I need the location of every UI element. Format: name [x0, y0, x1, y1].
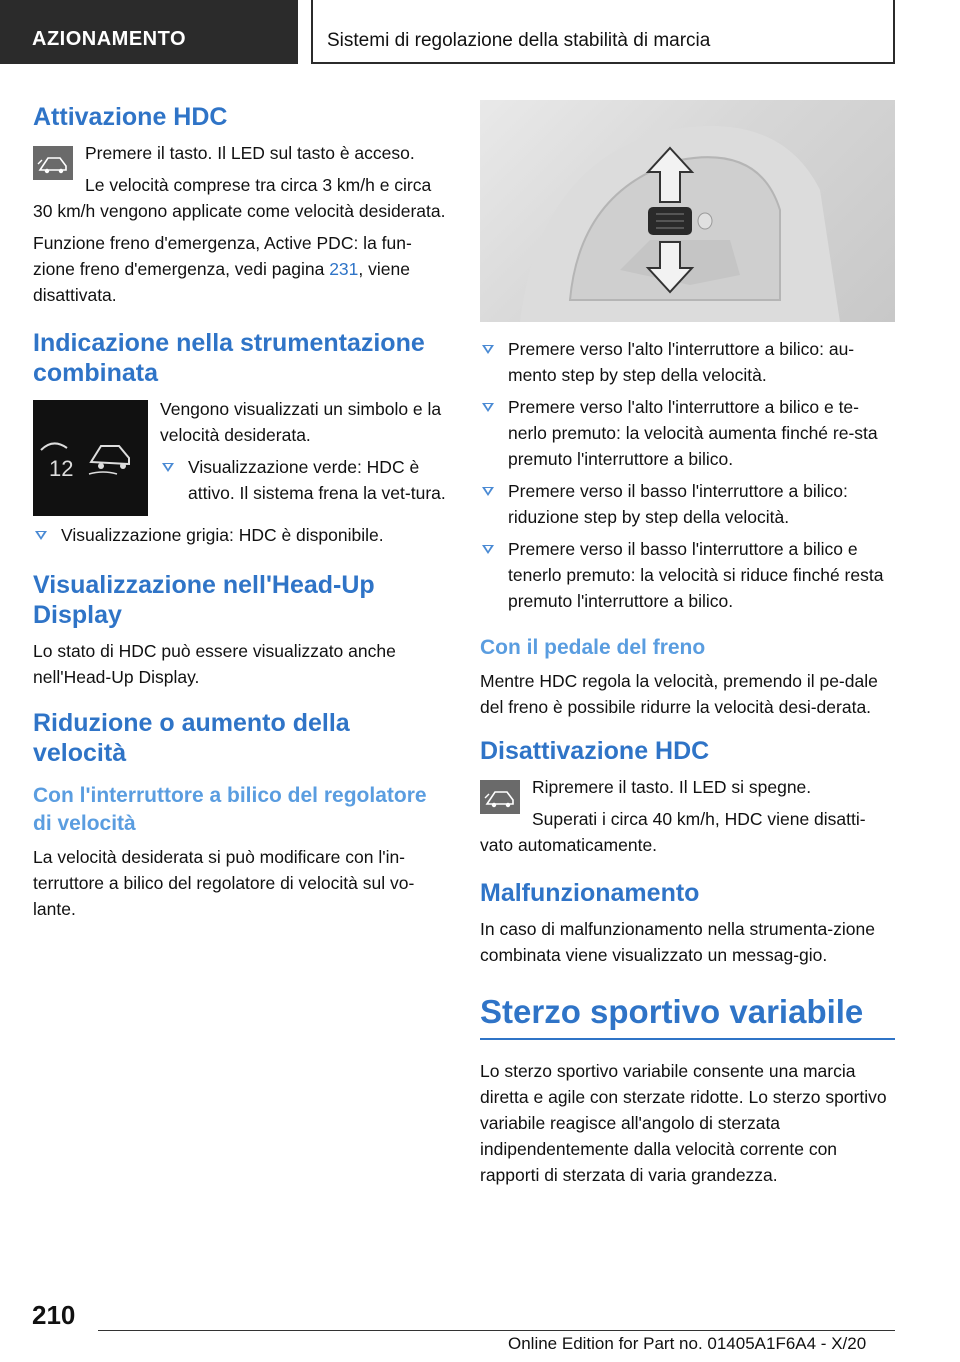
- steering-wheel-switch-photo: [480, 100, 895, 322]
- cluster-heading: Indicazione nella strumentazione combinata: [33, 329, 425, 387]
- header-chapter-label: Sistemi di regolazione della stabilità di marcia: [327, 30, 711, 51]
- cluster-display-image: [33, 400, 148, 516]
- header-chapter-box: [311, 0, 895, 64]
- activation-line2: Le velocità comprese tra circa 3 km/h e circa 30 km/h vengono applicate come velocità desiderata.: [33, 175, 446, 221]
- cluster-speed-value: 12: [49, 456, 74, 481]
- rocker-bullet-4: Premere verso il basso l'interruttore a bilico e tenerlo premuto: la velocità si riduce finché resta premuto l'interruttore a bilico.: [480, 536, 895, 614]
- activation-heading: Attivazione HDC: [33, 103, 228, 131]
- deactivation-line1: Ripremere il tasto. Il LED si spegne.: [532, 777, 812, 797]
- speed-heading: Riduzione o aumento della velocità: [33, 709, 350, 767]
- speed-subheading: Con l'interruttore a bilico del regolatore di velocità: [33, 784, 427, 835]
- rocker-bullet-3: Premere verso il basso l'interruttore a bilico: riduzione step by step della velocità.: [480, 478, 895, 530]
- page-number: 210: [32, 1300, 76, 1330]
- hud-text: Lo stato di HDC può essere visualizzato anche nell'Head-Up Display.: [33, 641, 396, 687]
- activation-line1: Premere il tasto. Il LED sul tasto è acceso.: [85, 143, 415, 163]
- steering-heading: Sterzo sportivo variabile: [480, 992, 895, 1040]
- right-column: [480, 100, 895, 1194]
- header-section-label: AZIONAMENTO: [32, 28, 187, 50]
- steering-text: Lo sterzo sportivo variabile consente una marcia diretta e agile con sterzate ridotte. Lo sterzo sportivo variabile reagisce all'angolo di sterzata indipendentemente dalla velocità corrente con rapporti di sterzata di varia grandezza.: [480, 1061, 887, 1185]
- page-link-231[interactable]: 231: [329, 259, 359, 279]
- emergency-note: [33, 230, 447, 308]
- header-section-tab: [0, 0, 298, 64]
- brake-text: Mentre HDC regola la velocità, premendo il pe‐dale del freno è possibile ridurre la velocità desi‐derata.: [480, 671, 878, 717]
- emergency-text-a: Funzione freno d'emergenza, Active PDC: la fun‐zione freno d'emergenza, vedi pagina: [33, 233, 412, 279]
- malfunction-heading: Malfunzionamento: [480, 879, 700, 907]
- hdc-button-icon: [33, 146, 73, 180]
- cluster-intro: Vengono visualizzati un simbolo e la velocità desiderata.: [160, 399, 442, 445]
- speed-text: La velocità desiderata si può modificare con l'in‐terruttore a bilico del regolatore di velocità sul vo‐lante.: [33, 847, 415, 919]
- hud-heading: Visualizzazione nell'Head-Up Display: [33, 571, 375, 629]
- deactivation-heading: Disattivazione HDC: [480, 737, 710, 765]
- emergency-text-b: , viene disattivata.: [33, 259, 410, 305]
- left-column: [33, 102, 447, 928]
- deactivation-line2: Superati i circa 40 km/h, HDC viene disatti‐vato automaticamente.: [480, 809, 866, 855]
- bullet-green-display: Visualizzazione verde: HDC è attivo. Il sistema frena la vet‐tura.: [160, 454, 447, 506]
- footer-rule: [98, 1330, 895, 1331]
- hdc-button-icon-2: [480, 780, 520, 814]
- rocker-bullet-2: Premere verso l'alto l'interruttore a bilico e te‐nerlo premuto: la velocità aumenta finché re‐sta premuto l'interruttore a bilico.: [480, 394, 895, 472]
- malfunction-text: In caso di malfunzionamento nella strumenta‐zione combinata viene visualizzato un messag‐gio.: [480, 919, 875, 965]
- bullet-grey-display: Visualizzazione grigia: HDC è disponibile.: [33, 522, 447, 548]
- rocker-bullet-1: Premere verso l'alto l'interruttore a bilico: au‐mento step by step della velocità.: [480, 336, 895, 388]
- footer-edition: Online Edition for Part no. 01405A1F6A4 - X/20: [508, 1334, 867, 1353]
- brake-heading: Con il pedale del freno: [480, 636, 706, 659]
